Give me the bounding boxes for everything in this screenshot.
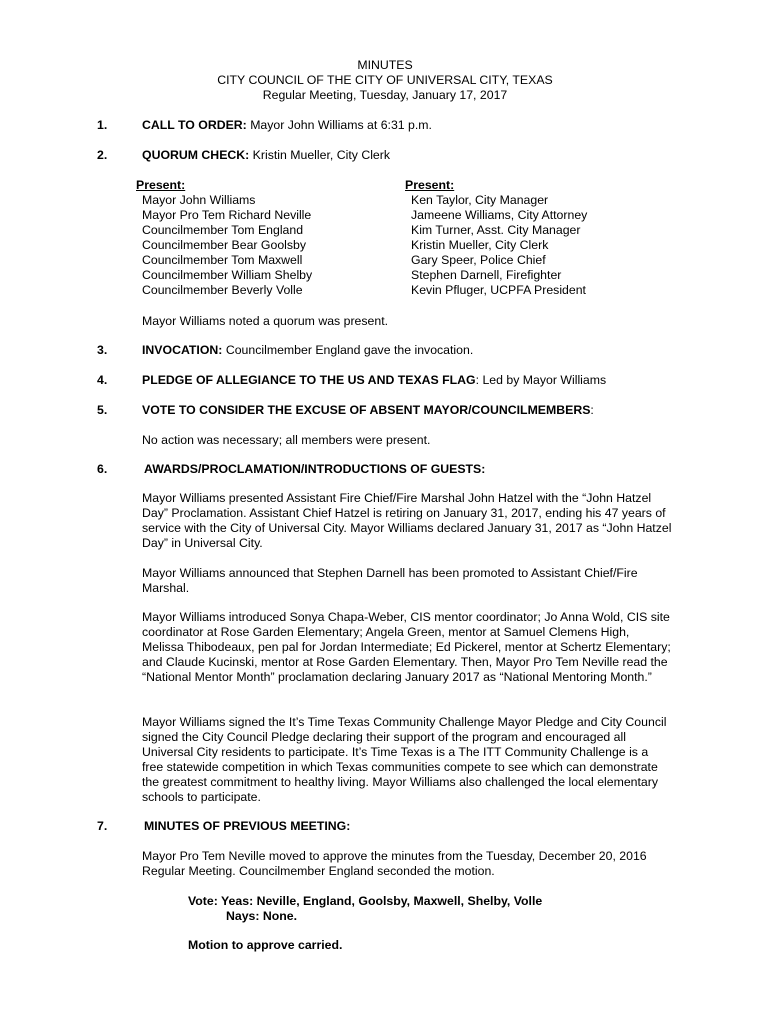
- vote-yeas: Vote: Yeas: Neville, England, Goolsby, Maxwell, Shelby, Volle: [188, 894, 543, 908]
- item6-paragraph-3: Mayor Williams introduced Sonya Chapa-Weber, CIS mentor coordinator; Jo Anna Wold, CIS site coordinator at Rose Garden Elementary; Angela Green, mentor at Samuel Clemens High, Melissa Thibodeaux, pen pal for Jordan Intermediate; Ed Pickerel, mentor at Schertz Elementary; and Claude Kucinski, mentor at Rose Garden Elementary. Then, Mayor Pro Tem Neville read the “National Mentor Month” proclamation declaring January 2017 as “National Mentoring Month.”: [142, 610, 671, 684]
- item-title: AWARDS/PROCLAMATION/INTRODUCTIONS OF GUESTS:: [144, 462, 486, 476]
- item-number: 3.: [97, 343, 108, 357]
- item-number: 7.: [97, 819, 108, 833]
- present-heading: Present:: [136, 178, 186, 192]
- header-meeting-date: Regular Meeting, Tuesday, January 17, 2017: [262, 88, 508, 102]
- header-council: CITY COUNCIL OF THE CITY OF UNIVERSAL CITY, TEXAS: [217, 73, 553, 87]
- motion-result: Motion to approve carried.: [188, 938, 343, 952]
- attendee: Jameene Williams, City Attorney: [411, 208, 588, 222]
- attendee: Mayor Pro Tem Richard Neville: [142, 208, 312, 222]
- quorum-note: Mayor Williams noted a quorum was present.: [142, 314, 389, 328]
- attendee: Gary Speer, Police Chief: [411, 253, 546, 267]
- item6-paragraph-1: Mayor Williams presented Assistant Fire Chief/Fire Marshal John Hatzel with the “John Hatzel Day” Proclamation. Assistant Chief Hatzel is retiring on January 31, 2017, ending his 47 years of service with the City of Universal City. Mayor Williams declared January 31, 2017 as “John Hatzel Day” in Universal City.: [142, 491, 672, 550]
- item-title: MINUTES OF PREVIOUS MEETING:: [144, 819, 351, 833]
- present-staff-column: [405, 178, 587, 298]
- item-title: PLEDGE OF ALLEGIANCE TO THE US AND TEXAS FLAG: [142, 373, 476, 387]
- vote-nays: Nays: None.: [226, 909, 298, 923]
- item-text: : Led by Mayor Williams: [475, 373, 607, 387]
- item6-paragraph-2: Mayor Williams announced that Stephen Darnell has been promoted to Assistant Chief/Fire Marshal.: [142, 566, 638, 595]
- attendee: Councilmember Tom Maxwell: [142, 253, 303, 267]
- attendee: Kim Turner, Asst. City Manager: [411, 223, 581, 237]
- item7-paragraph: Mayor Pro Tem Neville moved to approve the minutes from the Tuesday, December 20, 2016 Regular Meeting. Councilmember England seconded the motion.: [142, 849, 647, 878]
- item-title: CALL TO ORDER:: [142, 118, 247, 132]
- item-number: 5.: [97, 403, 108, 417]
- item6-paragraph-4: Mayor Williams signed the It’s Time Texas Community Challenge Mayor Pledge and City Council signed the City Council Pledge declaring their support of the program and encouraged all Universal City residents to participate. It’s Time Texas is a The ITT Community Challenge is a free statewide competition in which Texas communities compete to see which can demonstrate the greatest commitment to healthy living. Mayor Williams also challenged the local elementary schools to participate.: [142, 715, 667, 804]
- attendee: Councilmember Tom England: [142, 223, 304, 237]
- attendee: Councilmember Bear Goolsby: [142, 238, 307, 252]
- attendee: Mayor John Williams: [142, 193, 256, 207]
- attendee: Ken Taylor, City Manager: [411, 193, 549, 207]
- item-number: 1.: [97, 118, 108, 132]
- item-number: 2.: [97, 148, 108, 162]
- attendee: Councilmember William Shelby: [142, 268, 313, 282]
- item5-note: No action was necessary; all members were present.: [142, 433, 431, 447]
- attendee: Stephen Darnell, Firefighter: [411, 268, 562, 282]
- item-title: VOTE TO CONSIDER THE EXCUSE OF ABSENT MAYOR/COUNCILMEMBERS: [142, 403, 591, 417]
- attendee: Councilmember Beverly Volle: [142, 283, 303, 297]
- item-number: 4.: [97, 373, 108, 387]
- attendee: Kristin Mueller, City Clerk: [411, 238, 549, 252]
- document-header: [0, 58, 770, 103]
- item-title: QUORUM CHECK:: [142, 148, 250, 162]
- item-title: INVOCATION:: [142, 343, 223, 357]
- item-text: Mayor John Williams at 6:31 p.m.: [250, 118, 432, 132]
- header-title: MINUTES: [357, 58, 413, 72]
- present-heading: Present:: [405, 178, 455, 192]
- item-number: 6.: [97, 462, 108, 476]
- present-council-column: [136, 178, 312, 298]
- attendee: Kevin Pfluger, UCPFA President: [411, 283, 586, 297]
- item-text: Kristin Mueller, City Clerk: [252, 148, 391, 162]
- item-text: :: [590, 403, 594, 417]
- item-text: Councilmember England gave the invocation.: [225, 343, 474, 357]
